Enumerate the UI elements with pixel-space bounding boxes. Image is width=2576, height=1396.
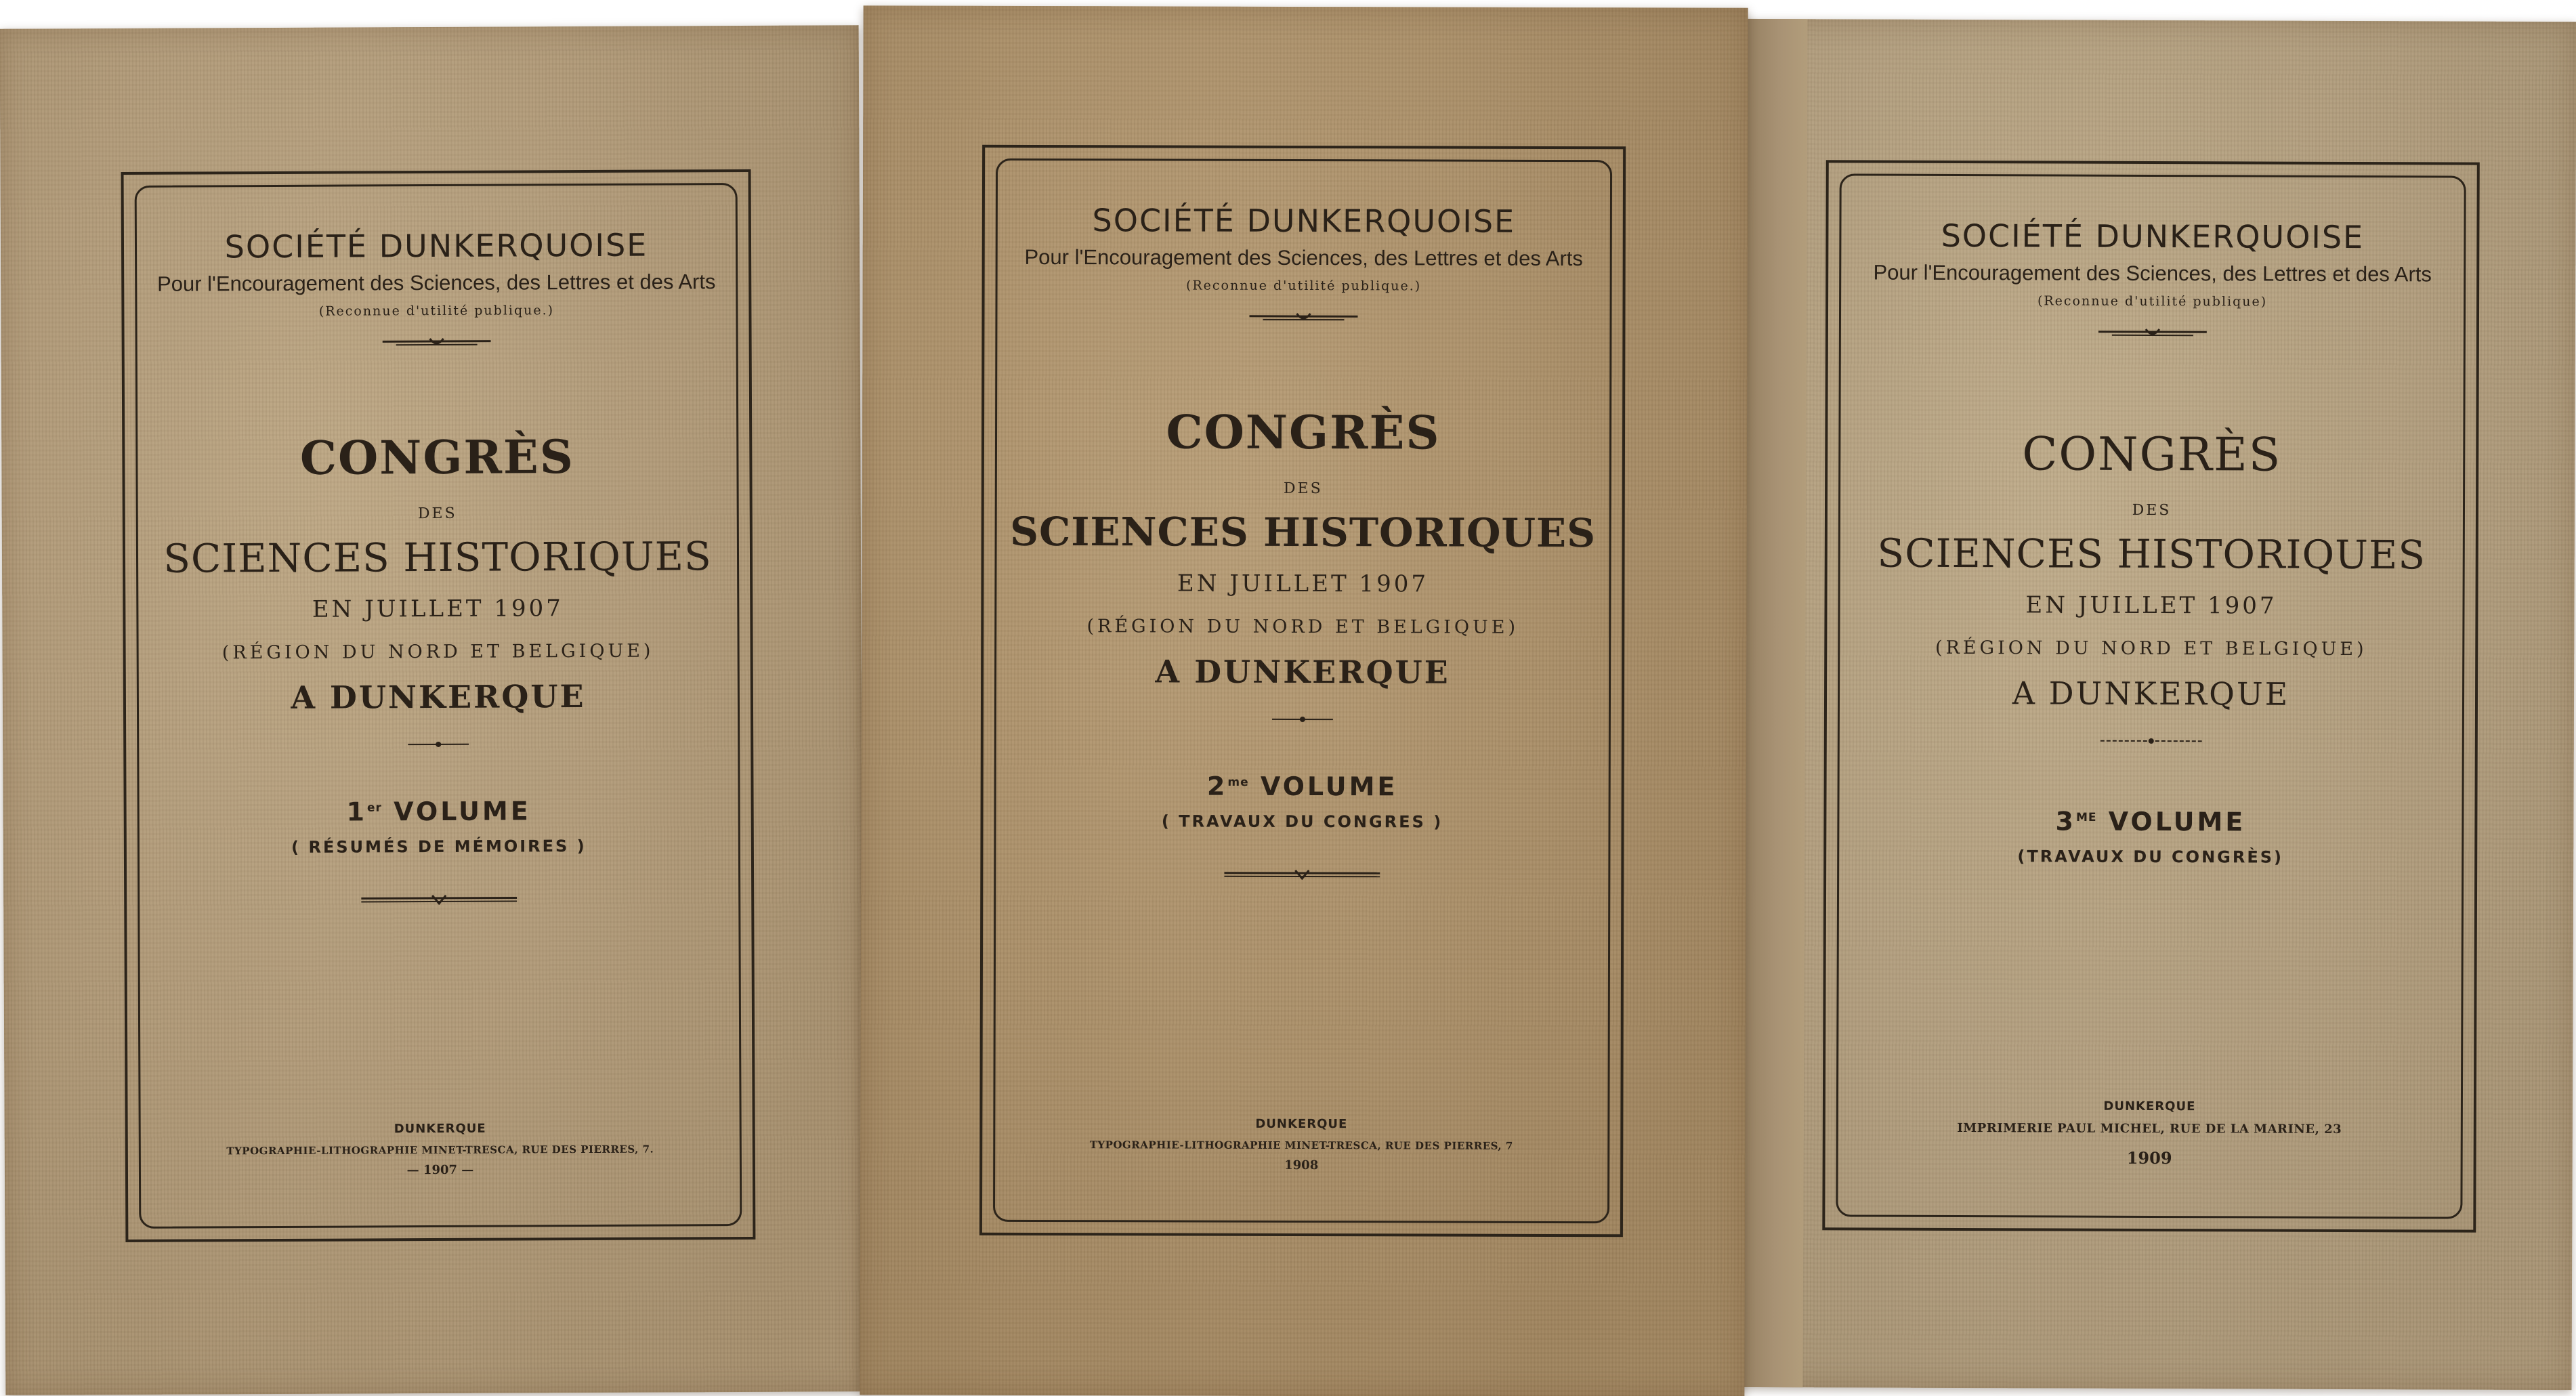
book-cover-volume-1 bbox=[0, 25, 864, 1395]
imprint-printer: TYPOGRAPHIE-LITHOGRAPHIE MINET-TRESCA, RUE DES PIERRES, 7. bbox=[226, 1143, 654, 1158]
ornament-rule-icon bbox=[1249, 311, 1357, 324]
cover-frame bbox=[979, 145, 1626, 1237]
congress-date: EN JUILLET 1907 bbox=[2025, 591, 2277, 620]
congress-date: EN JUILLET 1907 bbox=[312, 595, 564, 623]
imprint bbox=[1839, 1098, 2460, 1168]
imprint-printer: TYPOGRAPHIE-LITHOGRAPHIE MINET-TRESCA, RUE DES PIERRES, 7 bbox=[1089, 1139, 1513, 1152]
small-ornament-icon bbox=[1272, 716, 1333, 723]
cover-frame bbox=[121, 169, 756, 1242]
sciences-title: SCIENCES HISTORIQUES bbox=[163, 533, 712, 582]
recognition-note: (Reconnue d'utilité publique.) bbox=[1185, 278, 1422, 294]
cover-text bbox=[1838, 190, 2463, 1209]
cover-text bbox=[996, 175, 1609, 1214]
volume-note: (TRAVAUX DU CONGRÈS) bbox=[2017, 847, 2284, 867]
recognition-note: (Reconnue d'utilité publique.) bbox=[318, 303, 555, 319]
cover-text bbox=[138, 199, 740, 1219]
congress-city: A DUNKERQUE bbox=[291, 678, 586, 716]
imprint-city: DUNKERQUE bbox=[2103, 1099, 2196, 1114]
imprint-city: DUNKERQUE bbox=[1255, 1116, 1348, 1132]
imprint-year: 1908 bbox=[1284, 1158, 1319, 1173]
imprint-year: — 1907 — bbox=[406, 1162, 474, 1178]
society-subtitle: Pour l'Encouragement des Sciences, des Lettres et des Arts bbox=[1873, 260, 2432, 287]
imprint-printer: IMPRIMERIE PAUL MICHEL, RUE DE LA MARINE, 23 bbox=[1957, 1120, 2342, 1137]
volume-number: 3 bbox=[2055, 806, 2077, 837]
imprint bbox=[142, 1120, 739, 1179]
ornament-bottom-icon bbox=[361, 893, 517, 905]
congress-region: (RÉGION DU NORD ET BELGIQUE) bbox=[1086, 616, 1519, 638]
volume-heading bbox=[1840, 805, 2461, 837]
volume-heading bbox=[997, 771, 1608, 802]
volume-label: VOLUME bbox=[1260, 771, 1398, 802]
volume-label: VOLUME bbox=[394, 796, 531, 827]
society-name: SOCIÉTÉ DUNKERQUOISE bbox=[224, 226, 648, 266]
imprint-year: 1909 bbox=[2126, 1147, 2172, 1168]
ornament-bottom-icon bbox=[1224, 869, 1380, 881]
volume-suffix: ME bbox=[2075, 810, 2097, 825]
recognition-note: (Reconnue d'utilité publique) bbox=[2037, 293, 2268, 310]
imprint bbox=[996, 1116, 1607, 1173]
volume-suffix: er bbox=[366, 801, 382, 815]
sciences-title: SCIENCES HISTORIQUES bbox=[1010, 508, 1597, 557]
congress-region: (RÉGION DU NORD ET BELGIQUE) bbox=[221, 640, 654, 664]
society-name: SOCIÉTÉ DUNKERQUOISE bbox=[1941, 217, 2365, 256]
ornament-rule-icon bbox=[383, 336, 491, 350]
des-word: DES bbox=[1283, 480, 1323, 498]
society-subtitle: Pour l'Encouragement des Sciences, des Lettres et des Arts bbox=[156, 270, 716, 296]
small-ornament-icon bbox=[408, 741, 469, 748]
book-cover-volume-2 bbox=[860, 5, 1748, 1396]
congress-title: CONGRÈS bbox=[299, 430, 575, 486]
volume-number: 2 bbox=[1206, 771, 1228, 801]
congress-title: CONGRÈS bbox=[1166, 405, 1441, 461]
congress-region: (RÉGION DU NORD ET BELGIQUE) bbox=[1935, 637, 2367, 660]
society-name: SOCIÉTÉ DUNKERQUOISE bbox=[1092, 202, 1516, 240]
cover-frame bbox=[1822, 160, 2480, 1232]
congress-city: A DUNKERQUE bbox=[2012, 675, 2290, 713]
congress-date: EN JUILLET 1907 bbox=[1177, 570, 1429, 598]
sciences-title: SCIENCES HISTORIQUES bbox=[1877, 530, 2426, 578]
volume-heading bbox=[140, 795, 738, 828]
small-ornament-icon bbox=[2100, 738, 2201, 745]
volume-number: 1 bbox=[346, 797, 368, 827]
des-word: DES bbox=[417, 505, 457, 523]
des-word: DES bbox=[2132, 501, 2172, 520]
congress-title: CONGRÈS bbox=[2022, 427, 2282, 482]
congress-city: A DUNKERQUE bbox=[1155, 653, 1450, 691]
volume-suffix: me bbox=[1227, 776, 1249, 790]
ornament-rule-icon bbox=[2098, 326, 2206, 341]
volume-note: ( RÉSUMÉS DE MÉMOIRES ) bbox=[291, 837, 587, 857]
book-cover-volume-3 bbox=[1731, 19, 2576, 1390]
volume-note: ( TRAVAUX DU CONGRES ) bbox=[1161, 811, 1443, 832]
imprint-city: DUNKERQUE bbox=[394, 1121, 486, 1137]
society-subtitle: Pour l'Encouragement des Sciences, des Lettres et des Arts bbox=[1024, 245, 1583, 271]
volume-label: VOLUME bbox=[2108, 806, 2246, 837]
